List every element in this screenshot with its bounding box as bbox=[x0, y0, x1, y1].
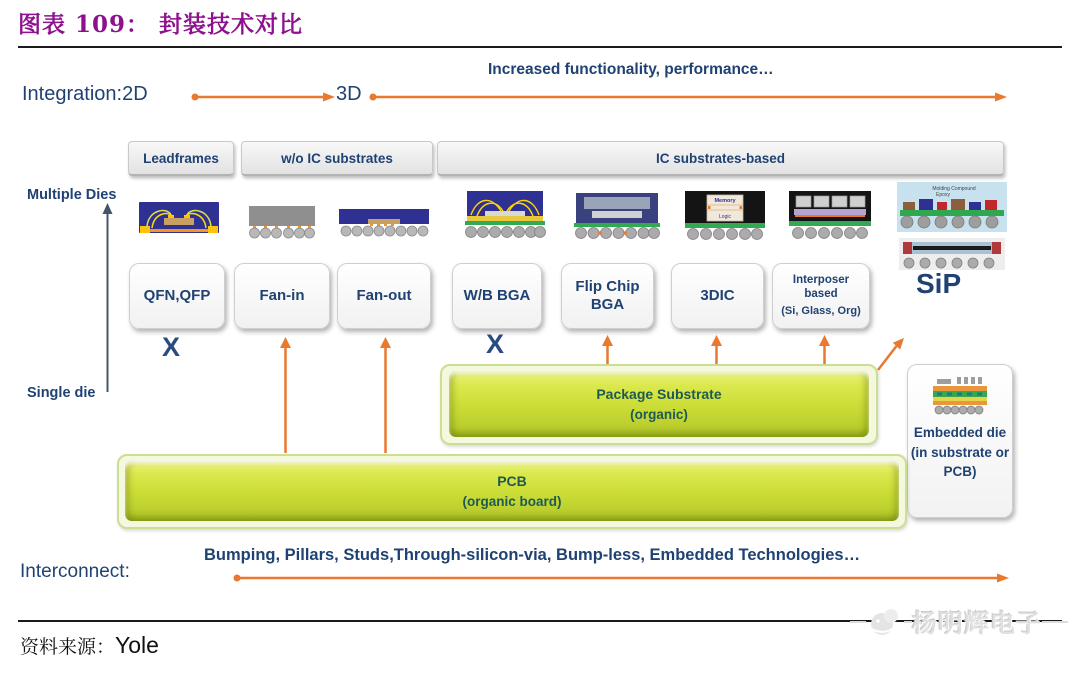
package-substrate-label: Package Substrate bbox=[596, 386, 722, 402]
functionality-caption: Increased functionality, performance… bbox=[488, 61, 774, 78]
die-axis-arrow-icon bbox=[100, 202, 115, 394]
tech-sublabel: (Si, Glass, Org) bbox=[781, 304, 861, 317]
interconnect-caption: Bumping, Pillars, Studs,Through-silicon-via, Bump-less, Embedded Technologies… bbox=[204, 546, 861, 564]
arrow-pcb-to-fan-in-icon bbox=[278, 336, 293, 454]
tech-label: 3DIC bbox=[700, 287, 735, 304]
watermark-line-mid bbox=[904, 621, 912, 623]
three-dic-package-icon bbox=[683, 189, 767, 241]
fan-in-package-icon bbox=[246, 203, 318, 241]
embedded-die-box bbox=[907, 364, 1013, 518]
memory-label: Memory bbox=[714, 198, 736, 204]
tech-label: QFN,QFP bbox=[143, 287, 211, 304]
package-substrate-box bbox=[449, 371, 869, 437]
interposer-package-icon bbox=[787, 189, 873, 241]
pcb-label: PCB bbox=[497, 473, 527, 489]
figure-title: 图表 109： 封装技术对比 bbox=[18, 11, 304, 38]
tech-box-wb-bga bbox=[452, 263, 542, 329]
interconnect-arrow-icon bbox=[232, 572, 1010, 584]
pcb-sublabel: (organic board) bbox=[462, 494, 562, 509]
tech-label: Fan-out bbox=[356, 287, 412, 304]
pcb-box bbox=[125, 461, 899, 521]
package-substrate-sublabel: (organic) bbox=[630, 407, 688, 422]
source-note bbox=[20, 632, 159, 659]
tech-label: Flip Chip BGA bbox=[575, 278, 640, 313]
tech-box-interposer bbox=[772, 263, 870, 329]
watermark bbox=[850, 600, 1068, 644]
title-divider bbox=[18, 46, 1062, 48]
interconnect-label: Interconnect: bbox=[20, 561, 130, 582]
watermark-logo-icon bbox=[866, 605, 904, 639]
logic-label: Logic bbox=[719, 214, 731, 220]
wb-bga-package-icon bbox=[463, 189, 547, 241]
category-wo-ic-substrates: w/o IC substrates bbox=[241, 141, 433, 176]
arrow-pcb-to-fan-out-icon bbox=[378, 336, 393, 454]
arrow-3d-right-icon bbox=[368, 91, 1008, 103]
x-mark-qfn: X bbox=[162, 332, 181, 362]
tech-box-flip-chip-bga bbox=[561, 263, 654, 329]
tech-label: W/B BGA bbox=[463, 287, 531, 304]
category-leadframes: Leadframes bbox=[128, 141, 234, 176]
tech-box-fan-out bbox=[337, 263, 431, 329]
embedded-die-label: Embedded die bbox=[913, 425, 1007, 440]
embedded-die-sublabel: (in substrate or PCB) bbox=[910, 444, 1010, 480]
watermark-text: 杨明辉电子 bbox=[912, 610, 1043, 638]
tech-box-3dic bbox=[671, 263, 764, 329]
single-die-label: Single die bbox=[27, 385, 96, 401]
category-ic-substrates-based: IC substrates-based bbox=[437, 141, 1004, 176]
tech-label: Interposer based bbox=[792, 274, 850, 300]
sip-label: SiP bbox=[916, 268, 962, 299]
x-mark-wb-bga: X bbox=[486, 329, 505, 359]
sip-package-icon bbox=[897, 182, 1007, 272]
tech-label: Fan-in bbox=[259, 287, 305, 304]
source-value: Yole bbox=[115, 632, 159, 658]
tech-box-fan-in bbox=[234, 263, 330, 329]
source-prefix: 资料来源： bbox=[20, 636, 116, 658]
tech-box-qfn-qfp bbox=[129, 263, 225, 329]
integration-2d-label: Integration:2D bbox=[22, 83, 148, 105]
qfn-package-icon bbox=[138, 199, 220, 238]
arrow-2d-to-3d-icon bbox=[190, 91, 336, 103]
integration-3d-label: 3D bbox=[336, 83, 362, 105]
watermark-line-left bbox=[850, 621, 866, 623]
multiple-dies-label: Multiple Dies bbox=[27, 187, 117, 203]
molding-compound-label: Molding Compound bbox=[932, 186, 976, 192]
fan-out-package-icon bbox=[337, 203, 431, 241]
epoxy-label: Epoxy bbox=[936, 192, 950, 198]
embedded-die-icon bbox=[927, 375, 993, 417]
flip-chip-bga-package-icon bbox=[572, 191, 662, 241]
watermark-line-right bbox=[1042, 621, 1068, 623]
